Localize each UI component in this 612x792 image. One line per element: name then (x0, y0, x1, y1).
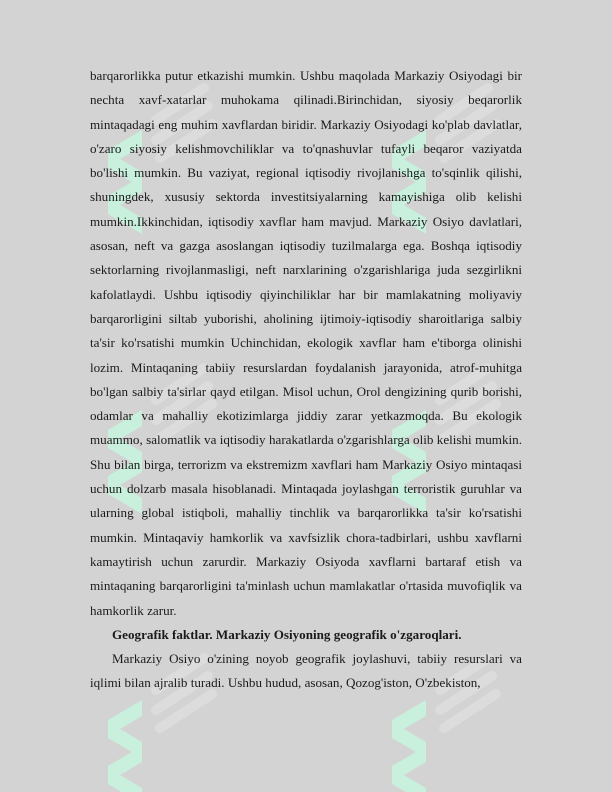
body-paragraph: barqarorlikka putur etkazishi mumkin. Ushbu maqolada Markaziy Osiyodagi bir nechta xavf-xatarlar muhokama qilinadi.Birinchidan, siyosiy beqarorlik mintaqadagi eng muhim xavflardan biridir. Markaziy Osiyodagi ko'plab davlatlar, o'zaro siyosiy kelishmovchiliklar va to'qnashuvlar tufayli beqaror vaziyatda bo'lishi mumkin. Bu vaziyat, regional iqtisodiy rivojlanishga to'sqinlik qilishi, shuningdek, xususiy sektorda investitsiyalarning kamayishiga olib kelishi mumkin.Ikkinchidan, iqtisodiy xavflar ham mavjud. Markaziy Osiyo davlatlari, asosan, neft va gazga asoslangan iqtisodiy tuzilmalarga ega. Boshqa iqtisodiy sektorlarning rivojlanmasligi, neft narxlarining o'zgarishlariga juda sezgirlikni kafolatlaydi. Ushbu iqtisodiy qiyinchiliklar har bir mamlakatning moliyaviy barqarorligini siltab yuborishi, aholining ijtimoiy-iqtisodiy sharoitlariga salbiy ta'sir ko'rsatishi mumkin Uchinchidan, ekologik xavflar ham e'tiborga olinishi lozim. Mintaqaning tabiiy resurslardan foydalanish jarayonida, atrof-muhitga bo'lgan salbiy ta'sirlar qayd etilgan. Misol uchun, Orol dengizining qurib borishi, odamlar va mahalliy ekotizimlarga jiddiy zarar yetkazmoqda. Bu ekologik muammo, salomatlik va iqtisodiy harakatlarda o'zgarishlarga olib kelishi mumkin. Shu bilan birga, terrorizm va ekstremizm xavflari ham Markaziy Osiyo mintaqasi uchun dolzarb masala hisoblanadi. Mintaqada joylashgan terroristik guruhlar va ularning global istiqboli, mahalliy tinchlik va barqarorlikka ta'sir ko'rsatishi mumkin. Mintaqaviy hamkorlik va xavfsizlik chora-tadbirlari, ushbu xavflarni kamaytirish uchun zarurdir. Markaziy Osiyoda xavflarni bartaraf etish va mintaqaning barqarorligini ta'minlash uchun mamlakatlar o'rtasida muvofiqlik va hamkorlik zarur. (90, 68, 522, 618)
document-body (90, 64, 522, 696)
section-heading: Geografik faktlar. Markaziy Osiyoning geografik o'zgaroqlari. (112, 626, 462, 642)
body-paragraph: Markaziy Osiyo o'zining noyob geografik joylashuvi, tabiiy resurslari va iqlimi bilan ajralib turadi. Ushbu hudud, asosan, Qozog'iston, O'zbekiston, (90, 651, 522, 691)
